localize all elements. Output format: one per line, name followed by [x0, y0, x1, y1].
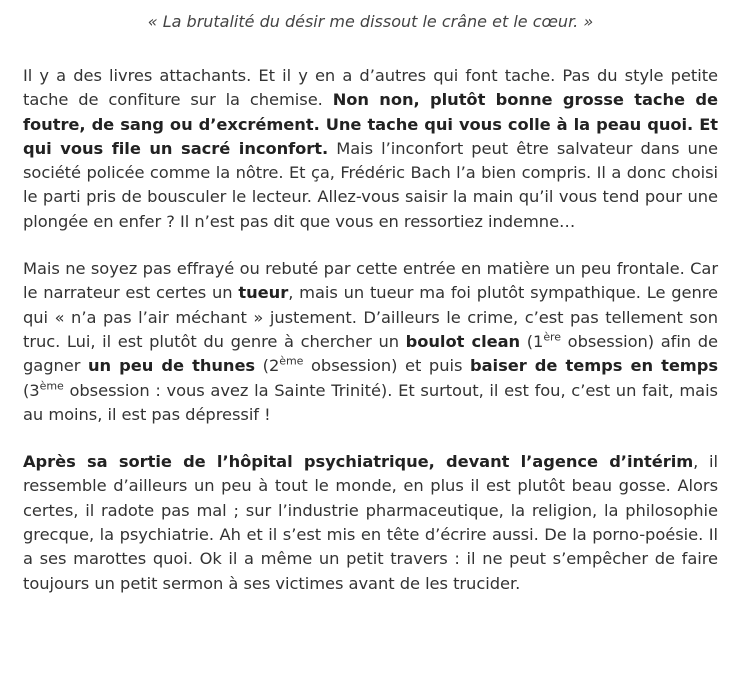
paragraph-3-text-1: , il ressemble d’ailleurs un peu à tout le monde, en plus il est plutôt beau gosse. Alors certes, il radote pas mal ; sur l’industrie pharmaceutique, la religion, la philosophie grecque, la psychiatrie. Ah et il s’est mis en tête d’écrire aussi. De la porno-poésie. Il a ses marottes quoi. Ok il a même un petit travers : il ne peut s’empêcher de faire toujours un petit sermon à ses victimes avant de les trucider. [23, 452, 718, 593]
paragraph-1-text-2: Mais l’inconfort peut être salvateur dans une société policée comme la nôtre. Et ça, Frédéric Bach l’a bien compris. Il a donc choisi le parti pris de bousculer le lecteur. Allez-vous saisir la main qu’il vous tend pour une plongée en enfer ? Il n’est pas dit que vous en ressortiez indemne… [23, 138, 718, 231]
paragraph-2-bold-thunes: un peu de thunes [87, 356, 256, 376]
paragraph-2-text-6: obsession) et puis [303, 356, 470, 376]
superscript-3: ème [39, 378, 64, 392]
paragraph-2-text-5: (2 [255, 356, 280, 376]
paragraph-1-text-1: Il y a des livres attachants. Et il y en a d’autres qui font tache. Pas du style petite tache de confiture sur la chemise. [23, 66, 718, 110]
paragraph-2-text-4: obsession) afin de gagner [23, 331, 718, 376]
paragraph-2-text-2: , mais un tueur ma foi plutôt sympathique. Le genre qui « n’a pas l’air méchant » justement. D’ailleurs le crime, c’est pas tellement son truc. Lui, il est plutôt du genre à chercher un [23, 283, 719, 351]
paragraph-2-text-1: Mais ne soyez pas effrayé ou rebuté par cette entrée en matière un peu frontale. Car le narrateur est certes un [23, 259, 718, 303]
paragraph-2-bold-tueur: tueur [238, 283, 289, 303]
paragraph-1 [23, 64, 718, 234]
paragraph-2-text-3: (1 [520, 331, 544, 351]
paragraph-2-bold-boulot: boulot clean [405, 331, 521, 351]
superscript-2: ème [279, 354, 304, 368]
epigraph-quote: « La brutalité du désir me dissout le crâne et le cœur. » [147, 12, 594, 31]
paragraph-2 [23, 257, 718, 427]
paragraph-2-bold-baiser: baiser de temps en temps [470, 356, 718, 376]
paragraph-3 [23, 450, 718, 596]
paragraph-2-text-7: (3 [23, 380, 40, 400]
paragraph-3-bold-1: Après sa sortie de l’hôpital psychiatrique, devant l’agence d’intérim [23, 452, 694, 472]
paragraph-1-bold-1: Non non, plutôt bonne grosse tache de foutre, de sang ou d’excrément. Une tache qui vous colle à la peau quoi. Et qui vous file un sacré inconfort. [23, 90, 718, 158]
paragraph-2-text-8: obsession : vous avez la Sainte Trinité). Et surtout, il est fou, c’est un fait, mais au moins, il est pas dépressif ! [23, 380, 718, 424]
superscript-1: ère [543, 330, 562, 344]
